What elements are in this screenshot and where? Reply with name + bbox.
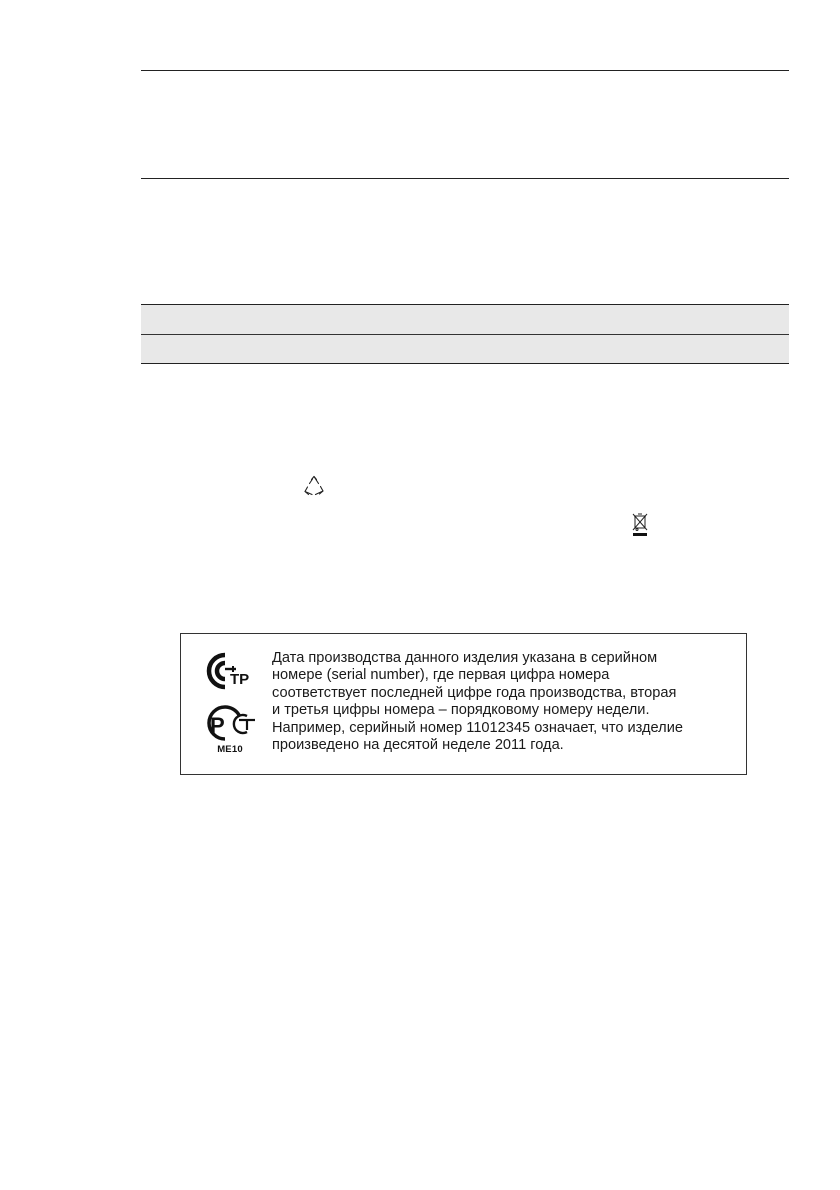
- note-line: Дата производства данного изделия указана в серийном: [272, 650, 658, 666]
- svg-text:ТР: ТР: [230, 671, 250, 688]
- mark-code: ME10: [217, 744, 243, 755]
- crossed-out-wheelie-bin-icon: [630, 512, 650, 538]
- certification-box: [180, 633, 747, 775]
- gost-r-mark-icon: [203, 704, 257, 742]
- table-bottom-border: [141, 363, 789, 364]
- production-date-note: [272, 650, 742, 754]
- note-line: Например, серийный номер 11012345 означает, что изделие: [272, 719, 683, 736]
- section-divider: [141, 178, 789, 179]
- note-line: и третья цифры номера – порядковому номеру недели.: [272, 702, 650, 719]
- note-line: номере (serial number), где первая цифра номера: [272, 667, 610, 684]
- table-top-border: [141, 304, 789, 305]
- table-row-border: [141, 334, 789, 335]
- svg-text:Р: Р: [210, 713, 225, 738]
- table-row: [141, 335, 789, 363]
- table-row: [141, 305, 789, 334]
- note-line: соответствует последней цифре года производства, вторая: [272, 684, 677, 701]
- eac-tr-mark-icon: [203, 652, 255, 690]
- top-divider: [141, 70, 789, 71]
- recycle-icon: [302, 474, 326, 498]
- note-line: произведено на десятой неделе 2011 года.: [272, 737, 564, 754]
